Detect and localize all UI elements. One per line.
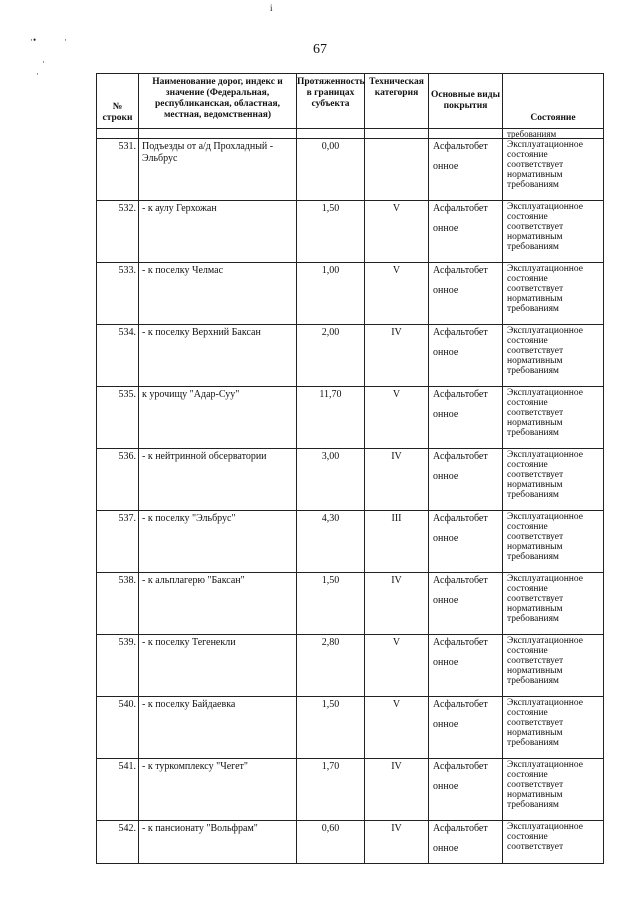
road-name: - к поселку "Эльбрус" bbox=[139, 511, 297, 573]
road-category bbox=[365, 139, 429, 201]
road-length: 1,50 bbox=[297, 201, 365, 263]
table-header-row bbox=[97, 74, 604, 129]
header-row-number: № строки bbox=[97, 74, 139, 129]
coverage-line-2: онное bbox=[433, 409, 459, 420]
road-coverage bbox=[429, 449, 503, 511]
table-row bbox=[97, 821, 604, 864]
road-category: V bbox=[365, 697, 429, 759]
road-length: 3,00 bbox=[297, 449, 365, 511]
roads-table bbox=[96, 73, 604, 864]
table-row bbox=[97, 449, 604, 511]
coverage-line-1: Асфальтобет bbox=[433, 575, 488, 586]
coverage-line-2: онное bbox=[433, 595, 459, 606]
coverage-line-1: Асфальтобет bbox=[433, 637, 488, 648]
table-row bbox=[97, 697, 604, 759]
road-state: Эксплуатационное состояние соответствует нормативным требованиям bbox=[503, 449, 604, 511]
road-length: 4,30 bbox=[297, 511, 365, 573]
row-number: 535. bbox=[97, 387, 139, 449]
road-category: IV bbox=[365, 325, 429, 387]
table-row bbox=[97, 759, 604, 821]
road-length: 2,80 bbox=[297, 635, 365, 697]
row-number: 531. bbox=[97, 139, 139, 201]
road-coverage bbox=[429, 635, 503, 697]
row-number: 540. bbox=[97, 697, 139, 759]
road-category: V bbox=[365, 201, 429, 263]
coverage-line-2: онное bbox=[433, 843, 459, 854]
road-name: - к альплагерю "Баксан" bbox=[139, 573, 297, 635]
road-coverage bbox=[429, 387, 503, 449]
coverage-line-1: Асфальтобет bbox=[433, 761, 488, 772]
road-coverage bbox=[429, 263, 503, 325]
road-coverage bbox=[429, 759, 503, 821]
coverage-line-1: Асфальтобет bbox=[433, 823, 488, 834]
road-name: - к туркомплексу "Чегет" bbox=[139, 759, 297, 821]
road-name: - к поселку Челмас bbox=[139, 263, 297, 325]
road-state: Эксплуатационное состояние соответствует нормативным требованиям bbox=[503, 325, 604, 387]
road-name: к урочищу "Адар-Суу" bbox=[139, 387, 297, 449]
coverage-line-2: онное bbox=[433, 161, 459, 172]
road-coverage bbox=[429, 201, 503, 263]
row-number: 534. bbox=[97, 325, 139, 387]
coverage-line-2: онное bbox=[433, 657, 459, 668]
row-number: 537. bbox=[97, 511, 139, 573]
road-name: Подъезды от а/д Прохладный - Эльбрус bbox=[139, 139, 297, 201]
scan-speck: ·• bbox=[30, 35, 37, 45]
road-category: IV bbox=[365, 821, 429, 864]
top-mark: i bbox=[270, 3, 273, 13]
road-length: 1,70 bbox=[297, 759, 365, 821]
table-row bbox=[97, 573, 604, 635]
road-state: Эксплуатационное состояние соответствует нормативным требованиям bbox=[503, 263, 604, 325]
table-row bbox=[97, 635, 604, 697]
coverage-line-1: Асфальтобет bbox=[433, 327, 488, 338]
coverage-line-2: онное bbox=[433, 223, 459, 234]
coverage-line-1: Асфальтобет bbox=[433, 389, 488, 400]
road-length: 0,60 bbox=[297, 821, 365, 864]
row-number: 533. bbox=[97, 263, 139, 325]
road-name: - к поселку Байдаевка bbox=[139, 697, 297, 759]
continuation-row bbox=[97, 129, 604, 139]
road-category: V bbox=[365, 635, 429, 697]
road-category: IV bbox=[365, 573, 429, 635]
road-state: Эксплуатационное состояние соответствует нормативным требованиям bbox=[503, 635, 604, 697]
road-length: 0,00 bbox=[297, 139, 365, 201]
road-category: IV bbox=[365, 449, 429, 511]
table-body bbox=[97, 139, 604, 864]
continued-state-text: требованиям bbox=[503, 129, 604, 139]
road-category: V bbox=[365, 387, 429, 449]
coverage-line-1: Асфальтобет bbox=[433, 265, 488, 276]
header-road-name: Наименование дорог, индекс и значение (Федеральная, республиканская, областная, местная, ведомственная) bbox=[139, 74, 297, 129]
table-row bbox=[97, 263, 604, 325]
road-category: V bbox=[365, 263, 429, 325]
road-state: Эксплуатационное состояние соответствует нормативным требованиям bbox=[503, 387, 604, 449]
scan-speck: · bbox=[36, 69, 39, 79]
road-length: 11,70 bbox=[297, 387, 365, 449]
coverage-line-1: Асфальтобет bbox=[433, 513, 488, 524]
table-row bbox=[97, 387, 604, 449]
header-length: Протяженность в границах субъекта bbox=[297, 74, 365, 129]
table-row bbox=[97, 201, 604, 263]
table-row bbox=[97, 511, 604, 573]
road-length: 1,50 bbox=[297, 697, 365, 759]
row-number: 538. bbox=[97, 573, 139, 635]
coverage-line-1: Асфальтобет bbox=[433, 141, 488, 152]
road-length: 1,50 bbox=[297, 573, 365, 635]
road-name: - к аулу Герхожан bbox=[139, 201, 297, 263]
row-number: 536. bbox=[97, 449, 139, 511]
row-number: 539. bbox=[97, 635, 139, 697]
road-state: Эксплуатационное состояние соответствует bbox=[503, 821, 604, 864]
road-coverage bbox=[429, 573, 503, 635]
road-category: III bbox=[365, 511, 429, 573]
road-coverage bbox=[429, 697, 503, 759]
page-number: 67 bbox=[313, 42, 327, 57]
road-category: IV bbox=[365, 759, 429, 821]
header-state: Состояние bbox=[503, 74, 604, 129]
coverage-line-1: Асфальтобет bbox=[433, 203, 488, 214]
table-row bbox=[97, 139, 604, 201]
header-coverage: Основные виды покрытия bbox=[429, 74, 503, 129]
coverage-line-2: онное bbox=[433, 347, 459, 358]
scan-speck: · bbox=[64, 35, 67, 45]
road-coverage bbox=[429, 511, 503, 573]
coverage-line-2: онное bbox=[433, 533, 459, 544]
road-length: 2,00 bbox=[297, 325, 365, 387]
road-length: 1,00 bbox=[297, 263, 365, 325]
road-state: Эксплуатационное состояние соответствует нормативным требованиям bbox=[503, 139, 604, 201]
coverage-line-1: Асфальтобет bbox=[433, 699, 488, 710]
road-name: - к поселку Верхний Баксан bbox=[139, 325, 297, 387]
header-category: Техническая категория bbox=[365, 74, 429, 129]
road-state: Эксплуатационное состояние соответствует нормативным требованиям bbox=[503, 697, 604, 759]
road-state: Эксплуатационное состояние соответствует нормативным требованиям bbox=[503, 511, 604, 573]
road-name: - к пансионату "Вольфрам" bbox=[139, 821, 297, 864]
road-coverage bbox=[429, 821, 503, 864]
road-name: - к нейтринной обсерватории bbox=[139, 449, 297, 511]
road-name: - к поселку Тегенекли bbox=[139, 635, 297, 697]
coverage-line-2: онное bbox=[433, 719, 459, 730]
row-number: 532. bbox=[97, 201, 139, 263]
scan-speck: · bbox=[42, 57, 45, 67]
coverage-line-2: онное bbox=[433, 781, 459, 792]
road-coverage bbox=[429, 139, 503, 201]
coverage-line-2: онное bbox=[433, 471, 459, 482]
road-state: Эксплуатационное состояние соответствует нормативным требованиям bbox=[503, 759, 604, 821]
table-row bbox=[97, 325, 604, 387]
coverage-line-1: Асфальтобет bbox=[433, 451, 488, 462]
road-state: Эксплуатационное состояние соответствует нормативным требованиям bbox=[503, 201, 604, 263]
row-number: 541. bbox=[97, 759, 139, 821]
row-number: 542. bbox=[97, 821, 139, 864]
coverage-line-2: онное bbox=[433, 285, 459, 296]
road-state: Эксплуатационное состояние соответствует нормативным требованиям bbox=[503, 573, 604, 635]
road-coverage bbox=[429, 325, 503, 387]
